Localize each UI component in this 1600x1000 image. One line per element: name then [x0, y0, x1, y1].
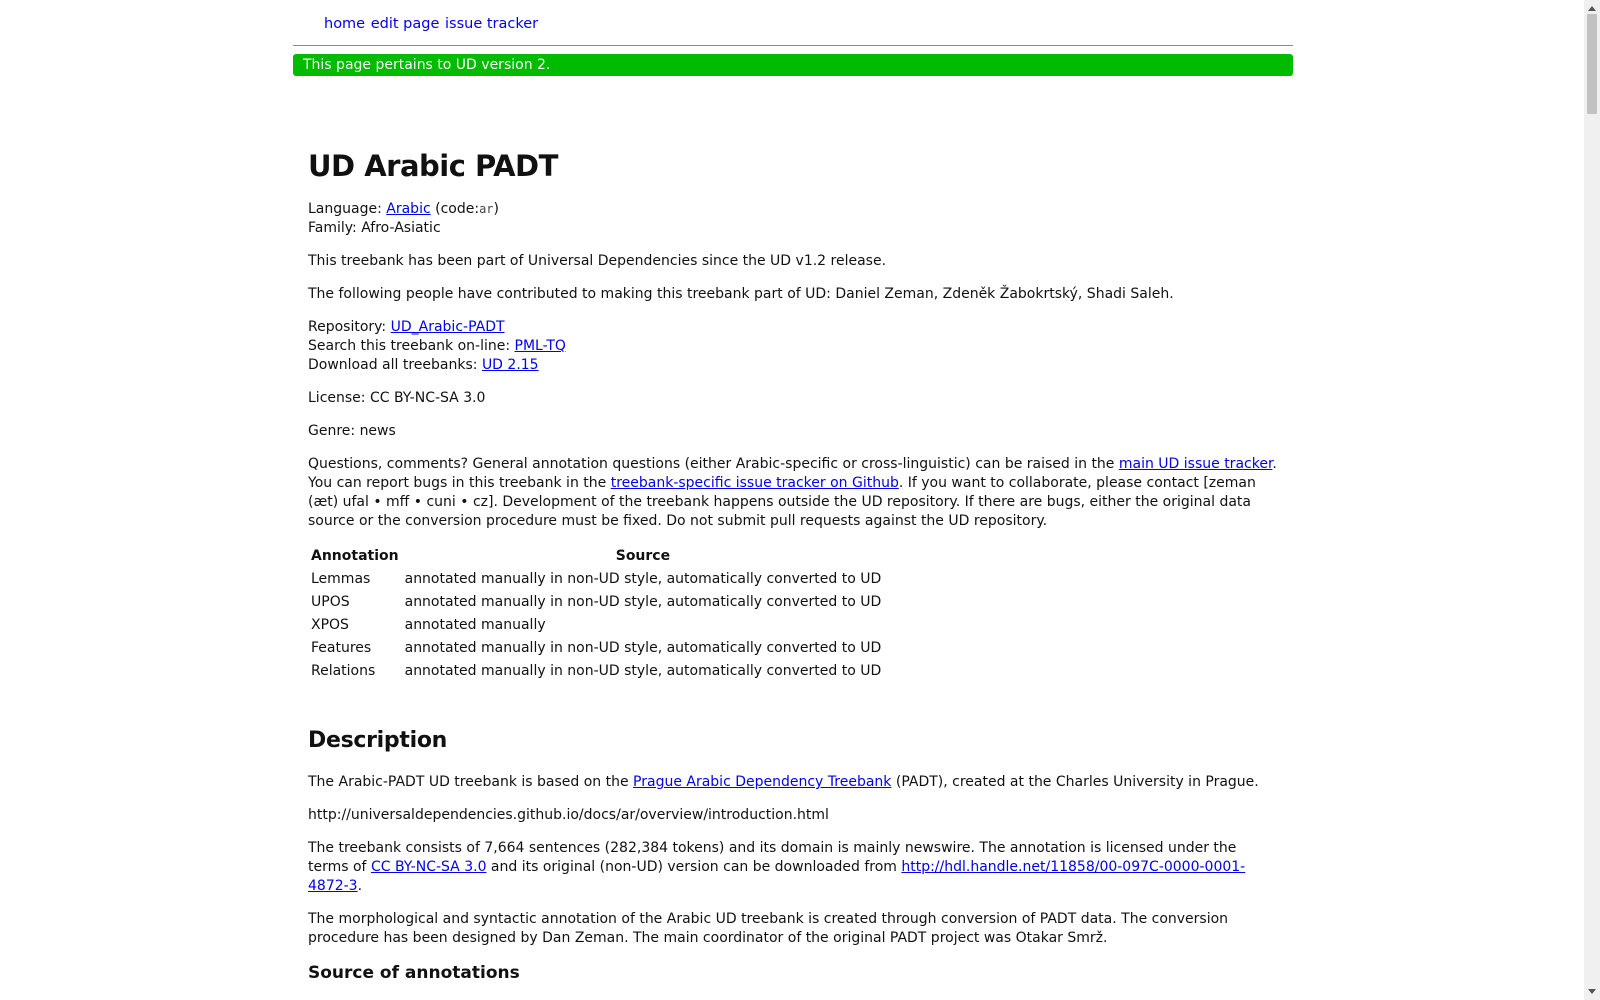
page-title: UD Arabic PADT	[308, 149, 558, 183]
handle-download-link[interactable]: http://hdl.handle.net/11858/00-097C-0000-0001-4872-3	[308, 859, 1246, 894]
search-label: Search this treebank on-line:	[308, 338, 511, 354]
table-header: Annotation	[311, 548, 399, 564]
table-cell: Relations	[311, 663, 376, 679]
version-banner: This page pertains to UD version 2.	[293, 54, 1293, 76]
language-code: ar	[479, 202, 494, 216]
description-paragraph-1	[308, 773, 1280, 792]
nav-edit-page-link[interactable]: edit page	[370, 16, 440, 32]
source-of-annotations-heading: Source of annotations	[308, 963, 520, 983]
treebank-issue-tracker-link[interactable]: treebank-specific issue tracker on Github	[610, 475, 899, 491]
repository-line	[308, 318, 1280, 337]
description-heading: Description	[308, 728, 447, 753]
table-row	[308, 637, 884, 660]
table-row	[308, 568, 884, 591]
language-line	[308, 200, 1280, 219]
language-code-prefix: (code:	[435, 201, 480, 217]
table-row	[308, 660, 884, 683]
repository-label: Repository:	[308, 319, 387, 335]
table-header-row	[308, 545, 884, 568]
scroll-up-arrow-icon[interactable]	[1588, 6, 1596, 11]
table-row	[308, 591, 884, 614]
table-cell: annotated manually in non-UD style, automatically converted to UD	[404, 663, 882, 679]
table-header: Source	[615, 548, 671, 564]
questions-text-3: . If you want to collaborate, please contact [zeman (æt) ufal • mff • cuni • cz]. Development of the treebank happens outside the UD repository. If there are bugs, either the original data source or the conversion procedure must be fixed. Do not submit pull requests against the UD repository.	[308, 475, 1256, 529]
scroll-down-arrow-icon[interactable]	[1588, 989, 1596, 994]
cc-license-link[interactable]: CC BY-NC-SA 3.0	[370, 859, 487, 875]
language-link[interactable]: Arabic	[386, 201, 431, 217]
genre-text: Genre: news	[308, 423, 396, 439]
table-cell: Features	[311, 640, 372, 656]
license-text: License: CC BY-NC-SA 3.0	[308, 390, 486, 406]
contributors-text: The following people have contributed to making this treebank part of UD: Daniel Zeman, Zdeněk Žabokrtský, Shadi Saleh.	[308, 286, 1174, 302]
table-cell: UPOS	[311, 594, 350, 610]
table-cell: annotated manually	[404, 617, 546, 633]
description-text: The Arabic-PADT UD treebank is based on the	[308, 774, 634, 790]
description-paragraph-2: http://universaldependencies.github.io/docs/ar/overview/introduction.html	[308, 807, 829, 823]
description-paragraph-3	[308, 839, 1280, 896]
language-code-suffix: )	[493, 201, 499, 217]
description-text: The treebank consists of 7,664 sentences (282,384 tokens) and its domain is mainly newswire. The annotation is licensed under the terms of	[308, 840, 1237, 875]
scrollbar-thumb[interactable]	[1587, 14, 1597, 114]
table-cell: Lemmas	[311, 571, 371, 587]
description-text: and its original (non-UD) version can be downloaded from	[486, 859, 902, 875]
table-cell: annotated manually in non-UD style, automatically converted to UD	[404, 594, 882, 610]
main-content	[308, 148, 1280, 984]
download-line	[308, 356, 1280, 375]
table-row	[308, 614, 884, 637]
language-label: Language:	[308, 201, 382, 217]
padt-link[interactable]: Prague Arabic Dependency Treebank	[633, 774, 892, 790]
repository-link[interactable]: UD_Arabic-PADT	[390, 319, 505, 335]
table-cell: XPOS	[311, 617, 349, 633]
pml-tq-link[interactable]: PML-TQ	[514, 338, 566, 354]
description-text: .	[357, 878, 363, 894]
questions-text-2: . You can report bugs in this treebank in the	[308, 456, 1277, 491]
since-text: This treebank has been part of Universal Dependencies since the UD v1.2 release.	[308, 253, 887, 269]
top-divider	[293, 45, 1293, 46]
table-cell: annotated manually in non-UD style, automatically converted to UD	[404, 640, 882, 656]
download-label: Download all treebanks:	[308, 357, 478, 373]
family-line: Family: Afro-Asiatic	[308, 220, 441, 236]
download-link[interactable]: UD 2.15	[481, 357, 539, 373]
description-paragraph-4: The morphological and syntactic annotation of the Arabic UD treebank is created through conversion of PADT data. The conversion procedure has been designed by Dan Zeman. The main coordinator of the original PADT project was Otakar Smrž.	[308, 911, 1229, 946]
questions-text-1: Questions, comments? General annotation questions (either Arabic-specific or cross-linguistic) can be raised in the	[308, 456, 1119, 472]
vertical-scrollbar[interactable]	[1584, 0, 1600, 1000]
search-line	[308, 337, 1280, 356]
nav-issue-tracker-link[interactable]: issue tracker	[445, 16, 539, 32]
nav-home-link[interactable]: home	[324, 16, 366, 32]
links-block	[308, 318, 1280, 375]
questions-paragraph	[308, 455, 1280, 531]
description-text: (PADT), created at the Charles University in Prague.	[891, 774, 1259, 790]
top-nav	[324, 16, 539, 32]
main-issue-tracker-link[interactable]: main UD issue tracker	[1118, 456, 1273, 472]
table-cell: annotated manually in non-UD style, automatically converted to UD	[404, 571, 882, 587]
language-info	[308, 200, 1280, 238]
annotation-table	[308, 545, 884, 683]
